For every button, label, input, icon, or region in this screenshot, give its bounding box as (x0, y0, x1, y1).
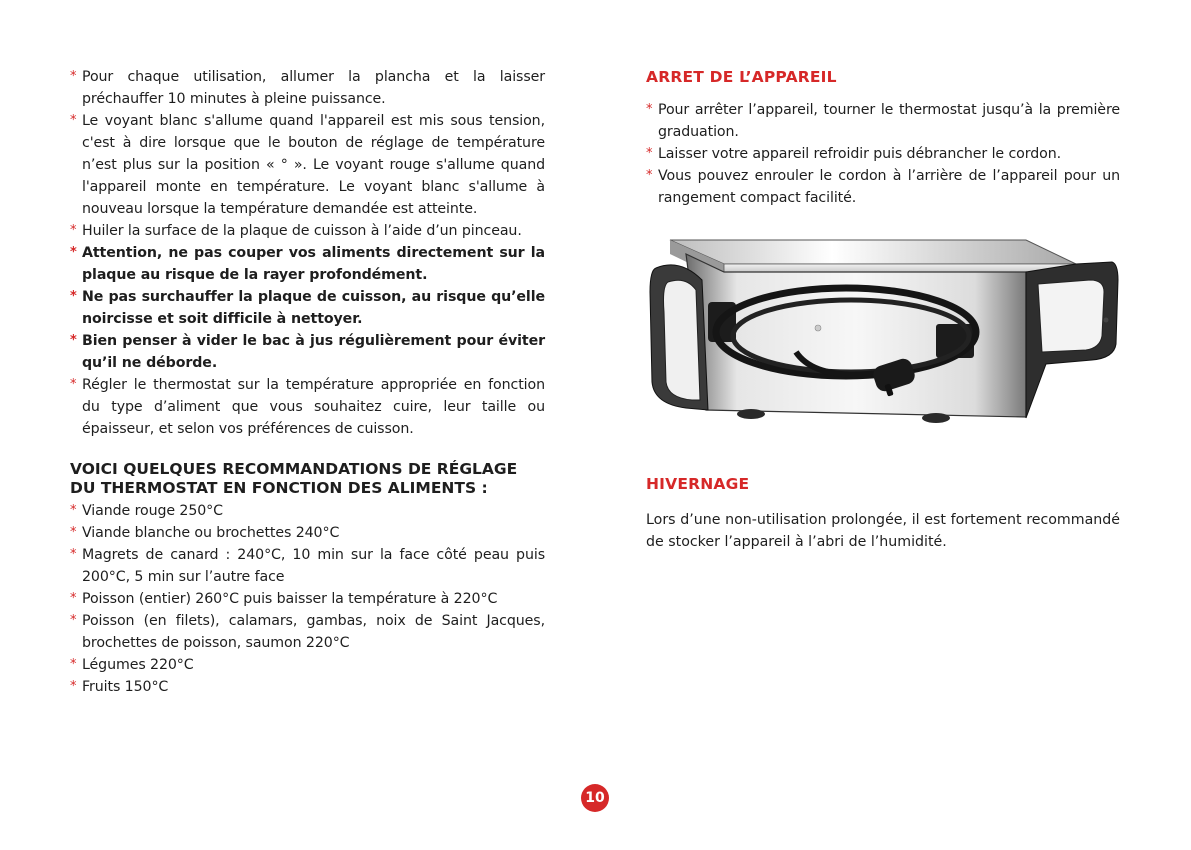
stop-appliance-heading: ARRET DE L’APPAREIL (646, 68, 837, 86)
right-column (646, 66, 1120, 209)
bullet-star-icon: * (70, 223, 77, 238)
bullet-star-icon: * (70, 377, 77, 392)
bullet-star-icon: * (70, 289, 77, 304)
list-item: * Fruits 150°C (70, 676, 545, 698)
list-item: * Vous pouvez enrouler le cordon à l’arrière de l’appareil pour un rangement compact facilité. (646, 165, 1120, 209)
list-item: * Viande rouge 250°C (70, 500, 545, 522)
bullet-star-icon: * (70, 525, 77, 540)
usage-instructions-list (70, 66, 545, 440)
bullet-star-icon: * (70, 333, 77, 348)
list-item: * Laisser votre appareil refroidir puis débrancher le cordon. (646, 143, 1120, 165)
list-item-warning: * Bien penser à vider le bac à jus régulièrement pour éviter qu’il ne déborde. (70, 330, 545, 374)
bullet-star-icon: * (646, 102, 653, 117)
list-item: * Le voyant blanc s'allume quand l'appareil est mis sous tension, c'est à dire lorsque que le bouton de réglage de température n’est plus sur la position « ° ». Le voyant rouge s'allume quand l'appareil monte en température. Le voyant blanc s'allume à nouveau lorsque la température demandée est atteinte. (70, 110, 545, 220)
list-item: * Régler le thermostat sur la température appropriée en fonction du type d’aliment que vous souhaitez cuire, leur taille ou épaisseur, et selon vos préférences de cuisson. (70, 374, 545, 440)
list-item-warning: * Attention, ne pas couper vos aliments directement sur la plaque au risque de la rayer profondément. (70, 242, 545, 286)
bullet-star-icon: * (70, 657, 77, 672)
list-item: * Viande blanche ou brochettes 240°C (70, 522, 545, 544)
bullet-star-icon: * (70, 547, 77, 562)
list-item: * Pour arrêter l’appareil, tourner le thermostat jusqu’à la première graduation. (646, 99, 1120, 143)
plancha-cord-storage-illustration (646, 232, 1120, 432)
list-item: * Poisson (entier) 260°C puis baisser la température à 220°C (70, 588, 545, 610)
list-item-warning: * Ne pas surchauffer la plaque de cuisson, au risque qu’elle noircisse et soit difficile à nettoyer. (70, 286, 545, 330)
bullet-star-icon: * (646, 168, 653, 183)
bullet-star-icon: * (70, 503, 77, 518)
stop-appliance-list (646, 99, 1120, 209)
page-number-badge: 10 (581, 784, 609, 812)
list-item: * Légumes 220°C (70, 654, 545, 676)
bullet-star-icon: * (70, 679, 77, 694)
bullet-star-icon: * (70, 113, 77, 128)
list-item: * Poisson (en filets), calamars, gambas, noix de Saint Jacques, brochettes de poisson, saumon 220°C (70, 610, 545, 654)
bullet-star-icon: * (646, 146, 653, 161)
recommendations-heading: VOICI QUELQUES RECOMMANDATIONS DE RÉGLAGE DU THERMOSTAT EN FONCTION DES ALIMENTS : (70, 460, 518, 497)
bullet-star-icon: * (70, 613, 77, 628)
temperature-recommendations-list (70, 500, 545, 698)
list-item: * Pour chaque utilisation, allumer la plancha et la laisser préchauffer 10 minutes à pleine puissance. (70, 66, 545, 110)
wintering-heading: HIVERNAGE (646, 475, 750, 493)
bullet-star-icon: * (70, 591, 77, 606)
wintering-text: Lors d’une non-utilisation prolongée, il est fortement recommandé de stocker l’appareil à l’abri de l’humidité. (646, 512, 1120, 550)
list-item: * Huiler la surface de la plaque de cuisson à l’aide d’un pinceau. (70, 220, 545, 242)
list-item: * Magrets de canard : 240°C, 10 min sur la face côté peau puis 200°C, 5 min sur l’autre face (70, 544, 545, 588)
bullet-star-icon: * (70, 69, 77, 84)
cooking-plate (670, 240, 1076, 264)
bullet-star-icon: * (70, 245, 77, 260)
left-column (70, 66, 545, 698)
